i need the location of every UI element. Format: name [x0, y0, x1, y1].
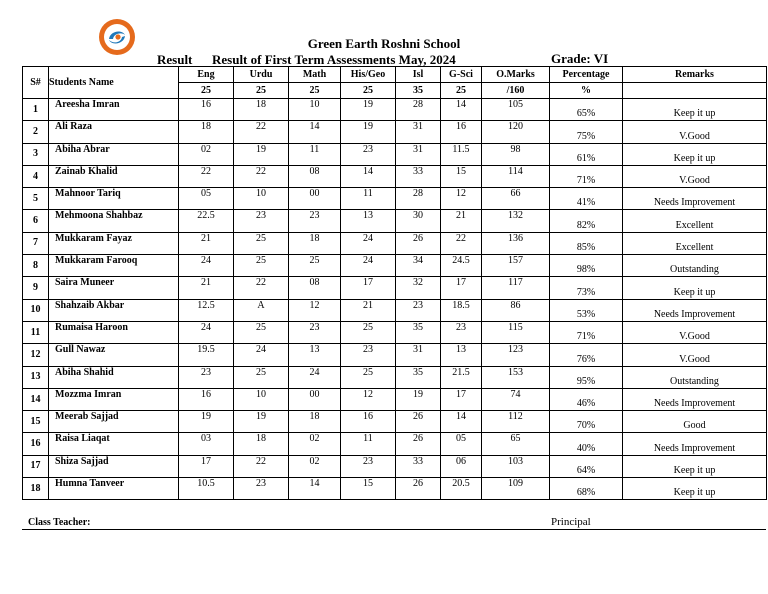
- obtained-marks: 86: [482, 299, 550, 321]
- serial-number: 6: [23, 210, 49, 232]
- percentage: 70%: [550, 411, 623, 433]
- table-row: [23, 277, 767, 299]
- max-marks: 25: [441, 83, 482, 99]
- subject-score: 23: [234, 210, 289, 232]
- subject-score: 12: [441, 188, 482, 210]
- subject-score: 13: [341, 210, 396, 232]
- subject-score: 21.5: [441, 366, 482, 388]
- percentage: 75%: [550, 121, 623, 143]
- subject-score: 25: [234, 255, 289, 277]
- remarks: Keep it up: [623, 277, 767, 299]
- table-row: [23, 411, 767, 433]
- subject-score: 22: [179, 165, 234, 187]
- percentage: 85%: [550, 232, 623, 254]
- subject-score: 31: [396, 143, 441, 165]
- subject-score: 26: [396, 478, 441, 500]
- student-name: Mozzma Imran: [49, 388, 179, 410]
- subject-score: 15: [341, 478, 396, 500]
- subject-score: 21: [341, 299, 396, 321]
- student-name: Abiha Abrar: [49, 143, 179, 165]
- remarks: Keep it up: [623, 99, 767, 121]
- subject-score: 18: [179, 121, 234, 143]
- subject-score: 26: [396, 232, 441, 254]
- subject-score: 21: [179, 232, 234, 254]
- subject-score: 22: [234, 165, 289, 187]
- max-marks: 35: [396, 83, 441, 99]
- subject-score: 00: [289, 388, 341, 410]
- subject-score: 20.5: [441, 478, 482, 500]
- table-row: [23, 299, 767, 321]
- serial-number: 8: [23, 255, 49, 277]
- student-name: Humna Tanveer: [49, 478, 179, 500]
- subject-score: 14: [289, 121, 341, 143]
- subject-score: 25: [341, 366, 396, 388]
- subject-score: 26: [396, 411, 441, 433]
- subject-score: 19: [234, 143, 289, 165]
- obtained-marks: 120: [482, 121, 550, 143]
- obtained-marks: 103: [482, 455, 550, 477]
- serial-number: 12: [23, 344, 49, 366]
- col-subject-header: G-Sci: [441, 67, 482, 83]
- subject-score: 12: [341, 388, 396, 410]
- subject-score: 11: [341, 188, 396, 210]
- subject-score: 14: [289, 478, 341, 500]
- table-row: [23, 188, 767, 210]
- obtained-marks: 117: [482, 277, 550, 299]
- serial-number: 17: [23, 455, 49, 477]
- subject-score: 24: [179, 321, 234, 343]
- max-marks: 25: [179, 83, 234, 99]
- header-row: [23, 67, 767, 83]
- percentage: 98%: [550, 255, 623, 277]
- subject-score: 19.5: [179, 344, 234, 366]
- student-name: Gull Nawaz: [49, 344, 179, 366]
- remarks: Needs Improvement: [623, 299, 767, 321]
- subject-score: 25: [234, 232, 289, 254]
- percentage: 68%: [550, 478, 623, 500]
- table-row: [23, 344, 767, 366]
- subject-score: 31: [396, 344, 441, 366]
- max-marks: 25: [341, 83, 396, 99]
- remarks: Needs Improvement: [623, 188, 767, 210]
- subject-score: 17: [441, 277, 482, 299]
- subject-score: 23: [441, 321, 482, 343]
- obtained-marks: 123: [482, 344, 550, 366]
- subject-score: A: [234, 299, 289, 321]
- remarks-blank: [623, 83, 767, 99]
- class-teacher-label: Class Teacher:: [28, 517, 91, 528]
- subject-score: 24: [341, 232, 396, 254]
- grade-label: Grade: VI: [551, 51, 609, 66]
- subject-score: 08: [289, 165, 341, 187]
- subject-score: 05: [441, 433, 482, 455]
- table-row: [23, 143, 767, 165]
- obtained-marks: 74: [482, 388, 550, 410]
- remarks: Outstanding: [623, 366, 767, 388]
- serial-number: 3: [23, 143, 49, 165]
- school-logo-icon: [98, 18, 136, 56]
- obtained-marks: 132: [482, 210, 550, 232]
- serial-number: 7: [23, 232, 49, 254]
- col-remarks-header: Remarks: [623, 67, 767, 83]
- percentage: 71%: [550, 321, 623, 343]
- student-name: Mukkaram Fayaz: [49, 232, 179, 254]
- col-sn-header: S#: [23, 67, 49, 99]
- table-row: [23, 255, 767, 277]
- percent-sign: %: [550, 83, 623, 99]
- subject-score: 23: [341, 344, 396, 366]
- subject-score: 16: [341, 411, 396, 433]
- subject-score: 11: [289, 143, 341, 165]
- subject-score: 18: [234, 433, 289, 455]
- subject-score: 31: [396, 121, 441, 143]
- subject-score: 17: [179, 455, 234, 477]
- table-row: [23, 455, 767, 477]
- subject-score: 05: [179, 188, 234, 210]
- subject-score: 28: [396, 99, 441, 121]
- percentage: 76%: [550, 344, 623, 366]
- col-percentage-header: Percentage: [550, 67, 623, 83]
- subject-score: 25: [234, 366, 289, 388]
- table-row: [23, 99, 767, 121]
- table-row: [23, 321, 767, 343]
- student-name: Shahzaib Akbar: [49, 299, 179, 321]
- serial-number: 13: [23, 366, 49, 388]
- student-name: Mahnoor Tariq: [49, 188, 179, 210]
- school-name: Green Earth Roshni School: [307, 36, 461, 51]
- subject-score: 23: [234, 478, 289, 500]
- footer-divider: [22, 529, 766, 530]
- col-subject-header: Math: [289, 67, 341, 83]
- subject-score: 32: [396, 277, 441, 299]
- percentage: 65%: [550, 99, 623, 121]
- subject-score: 28: [396, 188, 441, 210]
- remarks: Keep it up: [623, 455, 767, 477]
- subject-score: 17: [341, 277, 396, 299]
- obtained-marks: 136: [482, 232, 550, 254]
- remarks: V.Good: [623, 165, 767, 187]
- table-row: [23, 433, 767, 455]
- subject-score: 14: [341, 165, 396, 187]
- principal-label: Principal: [551, 516, 591, 528]
- student-name: Rumaisa Haroon: [49, 321, 179, 343]
- subject-score: 18: [289, 411, 341, 433]
- table-row: [23, 478, 767, 500]
- subject-score: 24: [179, 255, 234, 277]
- percentage: 82%: [550, 210, 623, 232]
- percentage: 40%: [550, 433, 623, 455]
- subject-score: 19: [179, 411, 234, 433]
- subject-score: 23: [396, 299, 441, 321]
- col-subject-header: Urdu: [234, 67, 289, 83]
- subject-score: 16: [441, 121, 482, 143]
- subject-score: 23: [289, 210, 341, 232]
- percentage: 73%: [550, 277, 623, 299]
- subject-score: 22: [234, 455, 289, 477]
- marks-table: [22, 66, 767, 500]
- subject-score: 03: [179, 433, 234, 455]
- subject-score: 26: [396, 433, 441, 455]
- serial-number: 16: [23, 433, 49, 455]
- serial-number: 2: [23, 121, 49, 143]
- subject-score: 06: [441, 455, 482, 477]
- col-subject-header: His/Geo: [341, 67, 396, 83]
- subject-score: 18.5: [441, 299, 482, 321]
- remarks: V.Good: [623, 344, 767, 366]
- subject-score: 12: [289, 299, 341, 321]
- remarks: Outstanding: [623, 255, 767, 277]
- table-row: [23, 165, 767, 187]
- serial-number: 4: [23, 165, 49, 187]
- subject-score: 08: [289, 277, 341, 299]
- serial-number: 1: [23, 99, 49, 121]
- result-title: Result of First Term Assessments May, 2024: [212, 52, 456, 67]
- serial-number: 5: [23, 188, 49, 210]
- subject-score: 13: [441, 344, 482, 366]
- subject-score: 25: [289, 255, 341, 277]
- subject-score: 00: [289, 188, 341, 210]
- remarks: Good: [623, 411, 767, 433]
- subject-score: 24: [234, 344, 289, 366]
- max-marks: 25: [289, 83, 341, 99]
- table-row: [23, 366, 767, 388]
- student-name: Mehmoona Shahbaz: [49, 210, 179, 232]
- subject-score: 23: [341, 455, 396, 477]
- subject-score: 16: [179, 99, 234, 121]
- percentage: 53%: [550, 299, 623, 321]
- remarks: Needs Improvement: [623, 388, 767, 410]
- subject-score: 19: [341, 99, 396, 121]
- student-name: Areesha Imran: [49, 99, 179, 121]
- obtained-marks: 114: [482, 165, 550, 187]
- obtained-marks: 66: [482, 188, 550, 210]
- student-name: Abiha Shahid: [49, 366, 179, 388]
- obtained-marks: 112: [482, 411, 550, 433]
- obtained-marks: 115: [482, 321, 550, 343]
- subject-score: 23: [341, 143, 396, 165]
- subject-score: 02: [179, 143, 234, 165]
- percentage: 71%: [550, 165, 623, 187]
- subject-score: 22: [441, 232, 482, 254]
- subject-score: 10: [234, 188, 289, 210]
- student-name: Saira Muneer: [49, 277, 179, 299]
- subject-score: 10: [289, 99, 341, 121]
- subject-score: 11: [341, 433, 396, 455]
- subject-score: 11.5: [441, 143, 482, 165]
- remarks: Needs Improvement: [623, 433, 767, 455]
- subject-score: 16: [179, 388, 234, 410]
- subject-score: 24: [289, 366, 341, 388]
- subject-score: 35: [396, 366, 441, 388]
- serial-number: 15: [23, 411, 49, 433]
- col-subject-header: Isl: [396, 67, 441, 83]
- student-name: Ali Raza: [49, 121, 179, 143]
- serial-number: 10: [23, 299, 49, 321]
- obtained-marks: 105: [482, 99, 550, 121]
- obtained-marks: 153: [482, 366, 550, 388]
- subject-score: 19: [396, 388, 441, 410]
- subject-score: 12.5: [179, 299, 234, 321]
- subject-score: 02: [289, 433, 341, 455]
- subject-score: 35: [396, 321, 441, 343]
- subject-score: 25: [341, 321, 396, 343]
- serial-number: 18: [23, 478, 49, 500]
- subject-score: 23: [179, 366, 234, 388]
- remarks: Keep it up: [623, 478, 767, 500]
- result-label: Result: [157, 52, 193, 67]
- serial-number: 9: [23, 277, 49, 299]
- subject-score: 33: [396, 165, 441, 187]
- col-subject-header: Eng: [179, 67, 234, 83]
- subject-score: 18: [289, 232, 341, 254]
- subject-score: 13: [289, 344, 341, 366]
- table-row: [23, 232, 767, 254]
- obtained-marks: 109: [482, 478, 550, 500]
- student-name: Raisa Liaqat: [49, 433, 179, 455]
- student-name: Meerab Sajjad: [49, 411, 179, 433]
- col-name-header: Students Name: [49, 67, 179, 99]
- percentage: 46%: [550, 388, 623, 410]
- student-name: Mukkaram Farooq: [49, 255, 179, 277]
- subject-score: 24.5: [441, 255, 482, 277]
- subject-score: 33: [396, 455, 441, 477]
- percentage: 61%: [550, 143, 623, 165]
- remarks: V.Good: [623, 321, 767, 343]
- subject-score: 21: [179, 277, 234, 299]
- subject-score: 18: [234, 99, 289, 121]
- subject-score: 24: [341, 255, 396, 277]
- serial-number: 14: [23, 388, 49, 410]
- remarks: V.Good: [623, 121, 767, 143]
- max-marks: 25: [234, 83, 289, 99]
- remarks: Excellent: [623, 210, 767, 232]
- subject-score: 21: [441, 210, 482, 232]
- student-name: Zainab Khalid: [49, 165, 179, 187]
- serial-number: 11: [23, 321, 49, 343]
- subject-score: 17: [441, 388, 482, 410]
- remarks: Keep it up: [623, 143, 767, 165]
- table-row: [23, 121, 767, 143]
- obtained-marks: 65: [482, 433, 550, 455]
- student-rows: [23, 99, 767, 500]
- subject-score: 22: [234, 277, 289, 299]
- obtained-marks: 98: [482, 143, 550, 165]
- subject-score: 22: [234, 121, 289, 143]
- subject-score: 19: [234, 411, 289, 433]
- table-row: [23, 210, 767, 232]
- obtained-marks: 157: [482, 255, 550, 277]
- subject-score: 02: [289, 455, 341, 477]
- total-max-marks: /160: [482, 83, 550, 99]
- student-name: Shiza Sajjad: [49, 455, 179, 477]
- table-row: [23, 388, 767, 410]
- subject-score: 14: [441, 411, 482, 433]
- subject-score: 15: [441, 165, 482, 187]
- percentage: 64%: [550, 455, 623, 477]
- subject-score: 25: [234, 321, 289, 343]
- col-obtained-header: O.Marks: [482, 67, 550, 83]
- percentage: 95%: [550, 366, 623, 388]
- subject-score: 22.5: [179, 210, 234, 232]
- subject-score: 19: [341, 121, 396, 143]
- subject-score: 10.5: [179, 478, 234, 500]
- subject-score: 34: [396, 255, 441, 277]
- percentage: 41%: [550, 188, 623, 210]
- subject-score: 14: [441, 99, 482, 121]
- subject-score: 30: [396, 210, 441, 232]
- remarks: Excellent: [623, 232, 767, 254]
- subject-score: 23: [289, 321, 341, 343]
- subject-score: 10: [234, 388, 289, 410]
